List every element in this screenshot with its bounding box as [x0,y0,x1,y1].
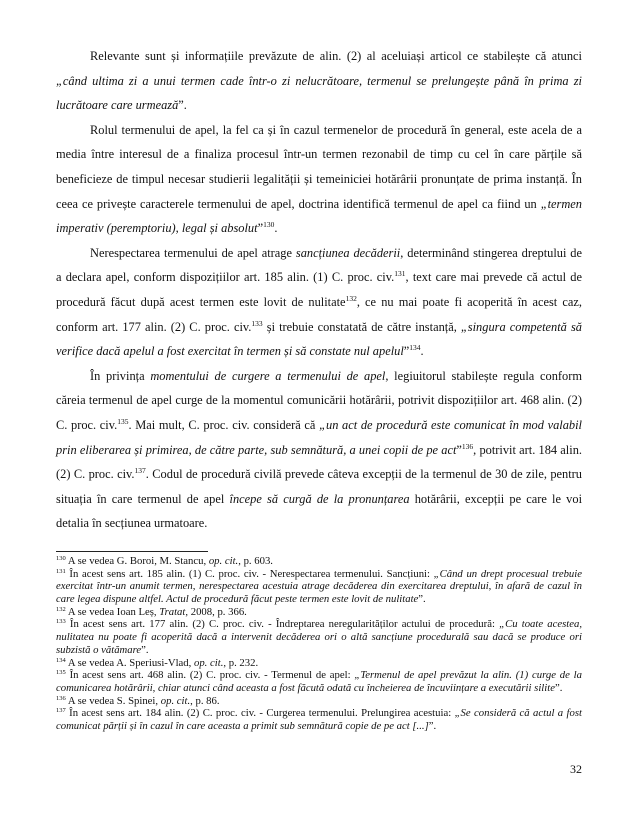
italic-text: Tratat [159,605,186,618]
italic-text: începe să curgă de la pronunțarea [229,491,410,506]
paragraph: Rolul termenului de apel, la fel ca și în cazul termenelor de procedură în general, este acela de a media între interesul de a finaliza procesul într-un termen rezonabil de timp cu cel în care părțile să beneficieze de timpul necesar studierii legalității și temeiniciei hotărârii pronunțate de prima instanță. În ceea ce privește caracterele termenului de apel, doctrina identifică termenul de apel ca fiind un „termen imperativ (peremptoriu), legal și absolut”$^{130}$. [56,122,582,236]
page-number: 32 [570,762,582,776]
italic-text: op. cit. [160,694,191,707]
footnote-ref: 132 [56,605,66,613]
italic-text: sancțiunea decăderii [295,245,401,260]
document-page [56,44,582,733]
italic-text: op. cit. [208,554,239,567]
footnote: $^{133}$ În acest sens art. 177 alin. (2) C. proc. civ. - Îndreptarea neregularităților actului de procedură: „Cu toate acestea, nulitatea nu poate fi acoperită dacă a intervenit decăderea ori o altă sancțiune procedurală sau dacă se produce ori subzistă o vătămare”. [56,618,582,656]
italic-text: „un act de procedură este comunicat în mod valabil prin eliberarea și primirea, de către parte, sub semnătură, a unei copii de pe act [56,417,582,457]
italic-text: „Când un drept procesual trebuie exercitat într-un anumit termen, nerespectarea acestuia atrage decăderea din exercitarea dreptului, în afară de cazul în care legea dispune altfel. Actul de procedură făcut peste termen este lovit de nulitate [56,567,582,605]
italic-text: „singura competentă să verifice dacă apelul a fost exercitat în termen și să constate nul apelul [56,319,582,359]
footnote-ref: 131 [56,567,66,575]
footnote: $^{137}$ În acest sens art. 184 alin. (2) C. proc. civ. - Curgerea termenului. Prelungirea acestuia: „Se consideră că actul a fost comunicat părții și în cazul în care aceasta a primit sub semnătură copie de pe act [...]”. [56,707,582,733]
footnote: $^{135}$ În acest sens art. 468 alin. (2) C. proc. civ. - Termenul de apel: „Termenul de apel prevăzut la alin. (1) curge de la comunicarea hotărârii, chiar atunci când aceasta a fost făcută odată cu încheierea de încuviințare a executării silite”. [56,669,582,694]
italic-text: op. cit. [193,656,224,669]
footnotes [56,555,582,733]
footnote-ref: 132 [345,293,357,303]
italic-text: „Se consideră că actul a fost comunicat părții și în cazul în care aceasta a primit sub semnătură copie de pe act [...] [56,707,582,733]
footnote-ref: 133 [251,318,263,328]
footnote-ref: 135 [117,416,129,426]
footnote-ref: 134 [56,656,66,664]
footnote-ref: 131 [394,269,406,279]
italic-text: „Termenul de apel prevăzut la alin. (1) curge de la comunicarea hotărârii, chiar atunci când aceasta a fost făcută odată cu încheierea de încuviințare a executării silite [56,669,582,694]
footnote-ref: 137 [56,707,66,715]
italic-text: „Cu toate acestea, nulitatea nu poate fi acoperită dacă a intervenit decăderea ori o altă sancțiune procedurală sau dacă se produce ori subzistă o vătămare [56,618,582,656]
footnote-ref: 135 [56,669,66,677]
footnote-ref: 134 [409,343,421,353]
footnote-ref: 136 [461,441,474,451]
footnote-ref: 130 [263,220,275,230]
paragraph: În privința momentului de curgere a termenului de apel, legiuitorul stabilește regula conform căreia termenul de apel curge de la momentul comunicării hotărârii, potrivit dispozițiilor art. 468 alin. (2) C. proc. civ.$^{135}$. Mai mult, C. proc. civ. consideră că „un act de procedură este comunicat în mod valabil prin eliberarea și primirea, de către parte, sub semnătură, a unei copii de pe act”$^{136}$, potrivit art. 184 alin. (2) C. proc. civ.$^{137}$. Codul de procedură civilă prevede câteva excepții de la termenul de 30 de zile, pentru situația în care termenul de apel începe să curgă de la pronunțarea hotărârii, excepții pe care le voi detalia în secțiunea urmatoare. [56,368,583,531]
footnote-ref: 133 [56,618,66,626]
footnote: $^{136}$ A se vedea S. Spinei, op. cit., p. 86. [56,694,220,707]
footnote: $^{131}$ În acest sens art. 185 alin. (1) C. proc. civ. - Nerespectarea termenului. Sancțiuni: „Când un drept procesual trebuie exercitat într-un anumit termen, nerespectarea acestuia atrage decăderea din exercitarea dreptului, în afară de cazul în care legea dispune altfel. Actul de procedură făcut peste termen este lovit de nulitate”. [56,567,582,605]
footnote-ref: 137 [134,466,146,476]
footnote: $^{132}$ A se vedea Ioan Leș, Tratat, 2008, p. 366. [56,605,247,618]
body-text [56,44,582,536]
footnote: $^{134}$ A se vedea A. Speriusi-Vlad, op. cit., p. 232. [56,656,259,669]
footnote-ref: 130 [56,554,66,562]
italic-text: „termen imperativ (peremptoriu), legal și absolut [56,196,582,236]
italic-text: „când ultima zi a unui termen cade într-o zi nelucrătoare, termenul se prelungește până în prima zi lucrătoare care urmează [56,73,582,113]
paragraph: Relevante sunt și informațiile prevăzute de alin. (2) al aceluiași articol ce stabilește că atunci „când ultima zi a unui termen cade într-o zi nelucrătoare, termenul se prelungește până în prima zi lucrătoare care urmează”. [56,49,582,113]
footnote: $^{130}$ A se vedea G. Boroi, M. Stancu, op. cit., p. 603. [56,554,273,567]
footnote-ref: 136 [56,694,66,702]
footnote-separator [56,551,208,552]
italic-text: momentului de curgere a termenului de apel [150,368,386,383]
paragraph: Nerespectarea termenului de apel atrage sancțiunea decăderii, determinând stingerea dreptului de a declara apel, conform dispozițiilor art. 185 alin. (1) C. proc. civ.$^{131}$, text care mai prevede că actul de procedură făcut după acest termen este lovit de nulitate$^{132}$, ce nu mai poate fi acoperită în acest caz, conform art. 177 alin. (2) C. proc. civ.$^{133}$ și trebuie constatată de către instanță, „singura competentă să verifice dacă apelul a fost exercitat în termen și să constate nul apelul”$^{134}$. [56,245,583,359]
